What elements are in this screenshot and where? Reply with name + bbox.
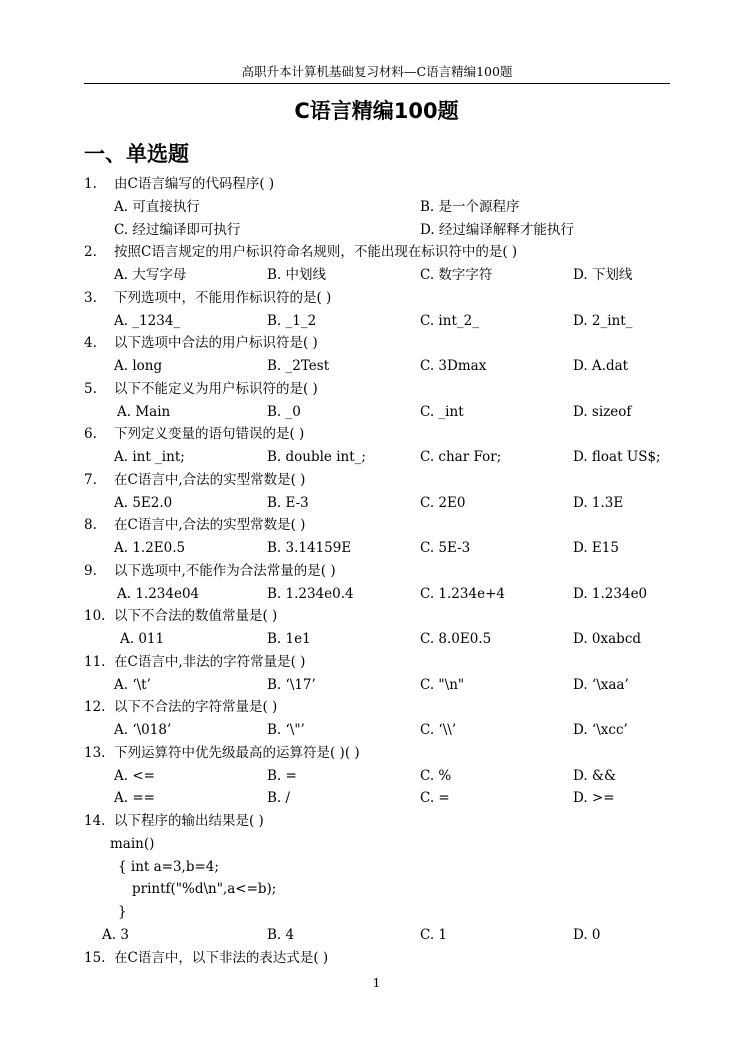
- answer-option: D. 1.3E: [573, 494, 624, 511]
- question-number: 1.: [84, 176, 97, 192]
- question-text: 以下选项中,不能作为合法常量的是( ): [114, 562, 336, 579]
- answer-option: A. 可直接执行: [114, 198, 200, 215]
- answer-option: B. ‘\17’: [267, 676, 316, 693]
- question-row: [0, 810, 753, 833]
- answer-option: C. 经过编译即可执行: [114, 221, 241, 238]
- document-title: C语言精编100题: [294, 99, 459, 123]
- answer-option: D. float US$;: [573, 449, 661, 465]
- answer-option: C. 数字字符: [420, 267, 493, 283]
- answer-option: C. 2E0: [420, 494, 466, 511]
- answer-option: B. 3.14159E: [267, 540, 352, 556]
- answer-option: D. 0xabcd: [573, 631, 642, 647]
- question-row: [0, 947, 753, 970]
- question-text: 以下程序的输出结果是( ): [114, 813, 264, 829]
- answer-option: B. ‘\"’: [267, 722, 305, 738]
- options-row: [0, 264, 753, 287]
- question-text: 在C语言中，以下非法的表达式是( ): [114, 949, 329, 966]
- question-text: 下列选项中，不能用作标识符的是( ): [114, 289, 332, 306]
- code-text: }: [118, 904, 127, 920]
- answer-option: D. 0: [573, 926, 601, 943]
- options-row: [0, 787, 753, 810]
- question-number: 3.: [84, 289, 97, 306]
- options-row: [0, 310, 753, 333]
- options-row: [0, 196, 753, 219]
- question-text: 以下不合法的数值常量是( ): [114, 608, 278, 625]
- answer-option: C. char For;: [420, 449, 502, 465]
- options-row: [0, 401, 753, 424]
- page-number: 1: [372, 975, 381, 990]
- code-line: [0, 833, 753, 856]
- answer-option: A. 1.2E0.5: [114, 540, 186, 556]
- answer-option: A. int _int;: [114, 449, 185, 465]
- answer-option: B. _2Test: [267, 358, 330, 374]
- answer-option: A. ‘\t’: [114, 676, 151, 693]
- question-row: [0, 173, 753, 196]
- answer-option: C. 8.0E0.5: [420, 631, 492, 647]
- answer-option: B. 4: [267, 926, 295, 943]
- page-header: 高职升本计算机基础复习材料—C语言精编100题: [84, 62, 670, 84]
- answer-option: A. long: [114, 358, 163, 374]
- question-row: [0, 469, 753, 492]
- answer-option: A. 大写字母: [114, 267, 187, 283]
- answer-option: C. "\n": [420, 676, 465, 693]
- question-number: 12.: [84, 699, 106, 716]
- answer-option: A. 1.234e04: [117, 585, 200, 602]
- question-text: 按照C语言规定的用户标识符命名规则，不能出现在标识符中的是( ): [114, 244, 518, 261]
- answer-option: D. ‘\xaa’: [573, 676, 629, 693]
- question-text: 由C语言编写的代码程序( ): [114, 176, 275, 192]
- question-row: [0, 287, 753, 310]
- answer-option: C. 1.234e+4: [420, 585, 505, 602]
- answer-option: B. 1e1: [267, 631, 311, 647]
- question-number: 4.: [84, 335, 97, 352]
- answer-option: A. <=: [114, 767, 155, 784]
- answer-option: C. 5E-3: [420, 540, 471, 556]
- answer-option: D. >=: [573, 790, 615, 807]
- code-text: printf("%d\n",a<=b);: [132, 881, 277, 898]
- options-row: [0, 924, 753, 947]
- question-row: [0, 514, 753, 537]
- answer-option: B. E-3: [267, 494, 309, 511]
- answer-option: B. _1_2: [267, 312, 317, 329]
- question-text: 以下选项中合法的用户标识符是( ): [114, 335, 318, 352]
- answer-option: B. _0: [267, 403, 301, 420]
- answer-option: A. 3: [102, 926, 129, 943]
- section-heading: 一、单选题: [84, 142, 189, 166]
- code-line: [0, 878, 753, 901]
- answer-option: A. _1234_: [114, 312, 181, 329]
- options-row: [0, 446, 753, 469]
- answer-option: A. Main: [117, 403, 171, 420]
- question-number: 15.: [84, 949, 106, 966]
- options-row: [0, 719, 753, 742]
- answer-option: D. 经过编译解释才能执行: [420, 221, 574, 238]
- question-number: 14.: [84, 813, 106, 829]
- question-list: [0, 173, 753, 969]
- answer-option: C. 3Dmax: [420, 358, 487, 374]
- answer-option: C. int_2_: [420, 312, 479, 329]
- question-row: [0, 378, 753, 401]
- question-row: [0, 423, 753, 446]
- question-number: 11.: [84, 653, 106, 670]
- answer-option: C. _int: [420, 403, 464, 420]
- question-row: [0, 651, 753, 674]
- answer-option: B. 中划线: [267, 267, 327, 283]
- answer-option: C. %: [420, 767, 452, 784]
- answer-option: A. ‘\018’: [114, 722, 172, 738]
- answer-option: D. 2_int_: [573, 312, 633, 329]
- question-text: 在C语言中,合法的实型常数是( ): [114, 471, 306, 488]
- code-text: main(): [110, 835, 155, 852]
- options-row: [0, 583, 753, 606]
- question-number: 5.: [84, 380, 97, 397]
- answer-option: D. A.dat: [573, 358, 629, 374]
- question-row: [0, 742, 753, 765]
- options-row: [0, 628, 753, 651]
- question-text: 下列运算符中优先级最高的运算符是( )( ): [114, 744, 360, 761]
- question-number: 10.: [84, 608, 106, 625]
- question-text: 在C语言中,合法的实型常数是( ): [114, 517, 306, 534]
- question-text: 以下不合法的字符常量是( ): [114, 699, 278, 716]
- answer-option: D. E15: [573, 540, 619, 556]
- code-line: [0, 901, 753, 924]
- question-number: 8.: [84, 517, 97, 534]
- options-row: [0, 355, 753, 378]
- answer-option: B. /: [267, 790, 291, 807]
- question-number: 6.: [84, 426, 97, 443]
- answer-option: C. 1: [420, 926, 448, 943]
- answer-option: D. 1.234e0: [573, 585, 648, 602]
- question-row: [0, 332, 753, 355]
- question-row: [0, 241, 753, 264]
- answer-option: A. 5E2.0: [114, 494, 173, 511]
- answer-option: A. ==: [114, 790, 155, 807]
- code-text: { int a=3,b=4;: [118, 858, 219, 875]
- options-row: [0, 492, 753, 515]
- answer-option: B. 1.234e0.4: [267, 585, 354, 602]
- question-text: 在C语言中,非法的字符常量是( ): [114, 653, 306, 670]
- options-row: [0, 765, 753, 788]
- answer-option: A. 011: [120, 631, 165, 647]
- question-row: [0, 560, 753, 583]
- question-number: 13.: [84, 744, 106, 761]
- options-row: [0, 219, 753, 242]
- question-number: 9.: [84, 562, 97, 579]
- code-line: [0, 856, 753, 879]
- question-text: 以下不能定义为用户标识符的是( ): [114, 380, 318, 397]
- question-row: [0, 605, 753, 628]
- question-number: 7.: [84, 471, 97, 488]
- answer-option: C. =: [420, 790, 450, 807]
- question-row: [0, 696, 753, 719]
- answer-option: D. ‘\xcc’: [573, 722, 628, 738]
- answer-option: B. 是一个源程序: [420, 198, 520, 215]
- answer-option: D. sizeof: [573, 403, 632, 420]
- answer-option: D. 下划线: [573, 267, 633, 283]
- options-row: [0, 537, 753, 560]
- answer-option: B. =: [267, 767, 297, 784]
- answer-option: D. &&: [573, 767, 616, 784]
- answer-option: B. double int_;: [267, 449, 366, 465]
- answer-option: C. ‘\\’: [420, 722, 457, 738]
- question-text: 下列定义变量的语句错误的是( ): [114, 426, 305, 443]
- options-row: [0, 674, 753, 697]
- question-number: 2.: [84, 244, 97, 261]
